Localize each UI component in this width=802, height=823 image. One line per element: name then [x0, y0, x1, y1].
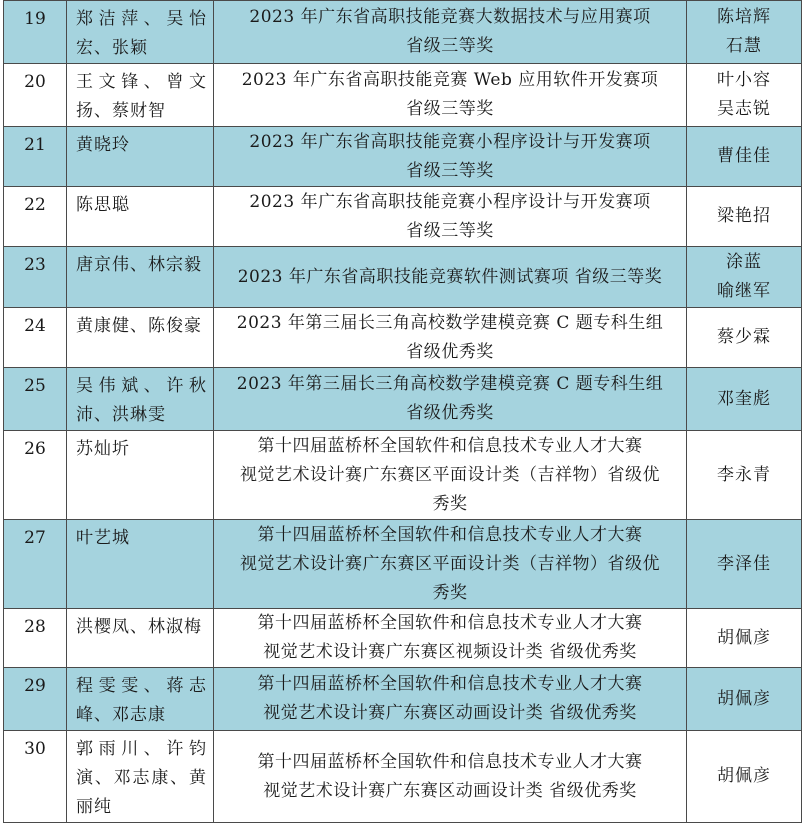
award-line: 视觉艺术设计赛广东赛区动画设计类 省级优秀奖 [263, 703, 637, 723]
student-names: 吴伟斌、许秋沛、洪琳雯 [67, 368, 214, 431]
advisor-name: 陈培辉 [717, 7, 771, 27]
row-number: 27 [4, 520, 67, 609]
student-names: 苏灿圻 [67, 431, 214, 520]
student-names: 黄康健、陈俊豪 [67, 308, 214, 368]
award-line: 第十四届蓝桥杯全国软件和信息技术专业人才大赛 [257, 751, 643, 772]
award-description [214, 187, 687, 247]
table-row [4, 431, 802, 520]
row-number: 20 [4, 64, 67, 127]
award-description [214, 64, 687, 127]
table-row [4, 520, 802, 609]
table-row [4, 308, 802, 368]
award-description [214, 308, 687, 368]
advisor-names [687, 731, 802, 823]
row-number: 21 [4, 127, 67, 187]
award-line: 2023 年广东省高职技能竞赛 Web 应用软件开发赛项 [241, 70, 659, 90]
table-row [4, 668, 802, 731]
award-line: 2023 年广东省高职技能竞赛软件测试赛项 省级三等奖 [237, 266, 663, 287]
award-description [214, 247, 687, 308]
award-line: 视觉艺术设计赛广东赛区平面设计类（吉祥物）省级优 [240, 464, 660, 485]
table-row [4, 731, 802, 823]
advisor-name: 胡佩彦 [717, 688, 771, 709]
advisor-names [687, 64, 802, 127]
advisor-name: 石慧 [726, 36, 762, 56]
award-line: 省级优秀奖 [406, 341, 494, 362]
advisor-names [687, 247, 802, 308]
advisor-names [687, 609, 802, 668]
award-line: 省级三等奖 [406, 220, 494, 241]
advisor-names [687, 368, 802, 431]
student-names: 洪樱凤、林淑梅 [67, 609, 214, 668]
student-names: 王文锋、曾文扬、蔡财智 [67, 64, 214, 127]
row-number: 29 [4, 668, 67, 731]
award-description [214, 368, 687, 431]
row-number: 28 [4, 609, 67, 668]
advisor-name: 梁艳招 [717, 206, 771, 226]
award-line: 省级三等奖 [406, 160, 494, 181]
award-line: 第十四届蓝桥杯全国软件和信息技术专业人才大赛 [257, 524, 643, 545]
student-names: 郑洁萍、吴怡宏、张颖 [67, 1, 214, 64]
award-line: 2023 年广东省高职技能竞赛小程序设计与开发赛项 [249, 131, 651, 152]
award-line: 2023 年广东省高职技能竞赛小程序设计与开发赛项 [249, 191, 651, 212]
student-names: 郭雨川、许钧演、邓志康、黄丽纯 [67, 731, 214, 823]
advisor-names [687, 127, 802, 187]
award-description [214, 1, 687, 64]
table-row [4, 64, 802, 127]
award-line: 2023 年第三届长三角高校数学建模竞赛 C 题专科生组 [236, 374, 664, 394]
row-number: 25 [4, 368, 67, 431]
awards-table-body [4, 1, 802, 823]
advisor-names [687, 668, 802, 731]
row-number: 19 [4, 1, 67, 64]
award-description [214, 520, 687, 609]
student-names: 程雯雯、蒋志峰、邓志康 [67, 668, 214, 731]
row-number: 26 [4, 431, 67, 520]
advisor-name: 李泽佳 [717, 553, 771, 574]
award-description [214, 431, 687, 520]
award-description [214, 731, 687, 823]
table-row [4, 1, 802, 64]
advisor-names [687, 1, 802, 64]
table-row [4, 127, 802, 187]
advisor-name: 喻继军 [717, 281, 771, 301]
award-line: 视觉艺术设计赛广东赛区动画设计类 省级优秀奖 [263, 780, 637, 801]
award-line: 第十四届蓝桥杯全国软件和信息技术专业人才大赛 [257, 435, 643, 456]
advisor-name: 蔡少霖 [717, 327, 771, 347]
award-line: 省级三等奖 [406, 36, 494, 56]
student-names: 唐京伟、林宗毅 [67, 247, 214, 308]
row-number: 24 [4, 308, 67, 368]
advisor-name: 叶小容 [717, 70, 771, 90]
advisor-names [687, 308, 802, 368]
table-row [4, 247, 802, 308]
advisor-name: 胡佩彦 [717, 766, 771, 786]
advisor-name: 邓奎彪 [717, 388, 771, 409]
award-line: 视觉艺术设计赛广东赛区平面设计类（吉祥物）省级优 [240, 553, 660, 574]
row-number: 30 [4, 731, 67, 823]
row-number: 22 [4, 187, 67, 247]
advisor-names [687, 520, 802, 609]
student-names: 黄晓玲 [67, 127, 214, 187]
advisor-name: 吴志锐 [717, 99, 771, 119]
award-line: 2023 年广东省高职技能竞赛大数据技术与应用赛项 [249, 7, 651, 27]
advisor-names [687, 431, 802, 520]
student-names: 陈思聪 [67, 187, 214, 247]
awards-table [3, 0, 802, 823]
award-line: 省级三等奖 [406, 99, 494, 119]
award-description [214, 609, 687, 668]
table-row [4, 609, 802, 668]
table-row [4, 187, 802, 247]
advisor-name: 曹佳佳 [717, 146, 771, 166]
advisor-name: 涂蓝 [726, 252, 762, 272]
award-line: 省级优秀奖 [406, 403, 494, 423]
award-line: 视觉艺术设计赛广东赛区视频设计类 省级优秀奖 [263, 642, 637, 662]
student-names: 叶艺城 [67, 520, 214, 609]
award-line: 第十四届蓝桥杯全国软件和信息技术专业人才大赛 [257, 613, 643, 633]
award-line: 2023 年第三届长三角高校数学建模竞赛 C 题专科生组 [236, 312, 664, 333]
award-line: 秀奖 [432, 582, 468, 603]
advisor-names [687, 187, 802, 247]
row-number: 23 [4, 247, 67, 308]
award-description [214, 668, 687, 731]
award-line: 秀奖 [432, 493, 468, 514]
table-row [4, 368, 802, 431]
award-line: 第十四届蓝桥杯全国软件和信息技术专业人才大赛 [257, 674, 643, 694]
advisor-name: 李永青 [717, 464, 771, 485]
award-description [214, 127, 687, 187]
advisor-name: 胡佩彦 [717, 627, 771, 648]
